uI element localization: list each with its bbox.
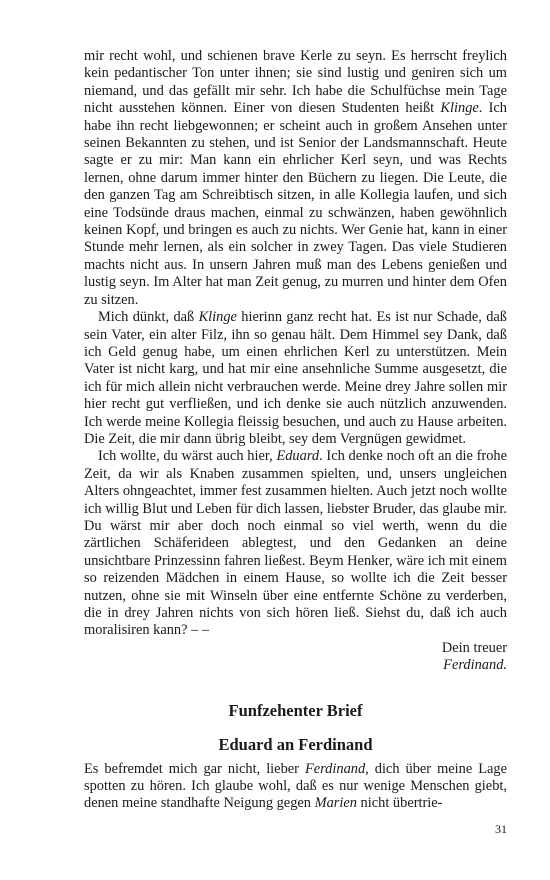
letter-heading: Funfzehenter Brief: [228, 700, 363, 720]
text-segment: Es befremdet mich gar nicht, lieber: [84, 760, 305, 777]
italic-name: Klinge: [198, 309, 237, 326]
next-letter-body: [84, 761, 507, 813]
text-segment: . Ich denke noch oft an die frohe Zeit, da wir als Knaben zusammen spielten, und, unsers ungleichen Alters ohngeachtet, immer fest zusammen hielten. Auch jetzt noch wollte ich willig Blut und Leben für dich lassen, liebster Bruder, das glaube mir. Du wärst mir aber doch noch einmal so viel werth, wenn du die zärtlichen Schäferideen ablegtest, und den Gedanken an deine unsichtbare Prinzessinn fahren ließest. Beym Henker, wäre ich mit einem so reizenden Mädchen in einem Hause, so wollte ich die Zeit besser nutzen, ohne sie mit Winseln über eine entfernte Schöne zu verderben, die in drey Jahren nichts von sich hören ließ. Siehst du, daß ich auch moralisiren kann? – –: [84, 448, 507, 639]
text-segment: hierinn ganz recht hat. Es ist nur Schade, daß sein Vater, ein alter Filz, ihn so genau hält. Dem Himmel sey Dank, daß ich Geld genug habe, um einen ehrlichen Kerl zu unterstützen. Mein Vater ist nicht karg, und hat mir eine ansehnliche Summe ausgesetzt, die ich für mich allein nicht verbrauchen werde. Meine drey Jahre sollen mir hier recht gut verfließen, und ich denke sie auch nützlich anzuwenden. Ich werde meine Kollegia fleissig besuchen, und auch zu Hause arbeiten. Die Zeit, die mir dann übrig bleibt, sey dem Vergnügen gewidmet.: [84, 309, 507, 447]
signoff-closing: Dein treuer: [441, 639, 507, 656]
paragraph: [84, 761, 507, 813]
paragraph: [84, 48, 507, 309]
text-segment: Mich dünkt, daß: [98, 309, 199, 326]
page-number: 31: [495, 822, 507, 836]
text-segment: Ich wollte, du wärst auch hier,: [98, 448, 277, 465]
text-segment: , dich über meine Lage spotten zu hören. Ich glaube wohl, daß es nur wenige Menschen giebt, denen meine standhafte Neigung gegen: [84, 760, 507, 812]
letter-body: [84, 48, 507, 640]
italic-name: Ferdinand: [304, 760, 366, 777]
signoff: [84, 640, 507, 675]
text-segment: nicht übertrie-: [356, 795, 443, 812]
paragraph: [84, 448, 507, 639]
italic-name: Klinge: [440, 100, 479, 117]
paragraph: [84, 309, 507, 448]
text-segment: . Ich habe ihn recht liebgewonnen; er scheint auch in großem Ansehen unter seinen Bekannten zu stehen, und ist Senior der Landsmannschaft. Heute sagte er zu mir: Man kann ein ehrlicher Kerl seyn, und was Rechts lernen, ohne darum immer hinter den Büchern zu liegen. Die Leute, die den ganzen Tag am Schreibtisch sitzen, in alle Kollegia laufen, und sich eine Todsünde draus machen, einmal zu schwänzen, haben gewöhnlich keinen Kopf, und bringen es auch zu nichts. Wer Genie hat, kann in einer Stunde mehr lernen, als ein solcher in zwey Tagen. Das viele Studieren machts nicht aus. In unsern Jahren muß man des Lebens genießen und lustig seyn. Im Alter hat man Zeit genug, zu murren und hinter dem Ofen zu sitzen.: [84, 100, 507, 308]
letter-subheading: Eduard an Ferdinand: [218, 734, 373, 754]
text-segment: mir recht wohl, und schienen brave Kerle zu seyn. Es herrscht freylich kein pedantischer Ton unter ihnen; sie sind lustig und geniren sich um niemand, und das gefällt mir sehr. Ich habe die Schulfüchse mein Tage nicht ausstehen können. Einer von diesen Studenten heißt: [84, 48, 507, 117]
page-body: [84, 48, 507, 813]
italic-name: Marien: [314, 795, 357, 812]
signoff-name: Ferdinand.: [443, 657, 507, 674]
italic-name: Eduard: [276, 448, 320, 465]
